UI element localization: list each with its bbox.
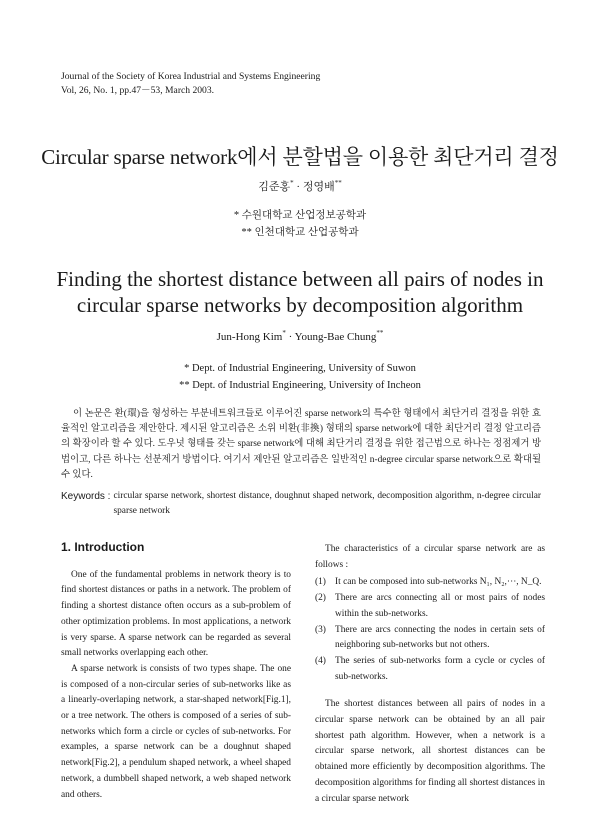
keywords-label: Keywords : — [61, 491, 111, 502]
keywords-text: circular sparse network, shortest distance, doughnut shaped network, decomposition algorithm, n-degree circular sparse network — [113, 491, 541, 516]
list-item-number: (4) — [315, 655, 326, 666]
journal-name: Journal of the Society of Korea Industrial and Systems Engineering — [61, 71, 321, 82]
korean-title: Circular sparse network에서 분할법을 이용한 최단거리 결정 — [41, 145, 559, 169]
left-column — [61, 540, 291, 803]
author-separator: · — [293, 181, 303, 193]
journal-header — [61, 70, 320, 98]
paragraph-1: One of the fundamental problems in network theory is to find shortest distances or paths in a network. The problem of finding a shortest distance often occurs as a sub-problem of other optimization problems. In most applications, a network is very sparse. A sparse network can be regarded as several small networks overlapping each other. — [61, 569, 291, 659]
paragraph-3: The characteristics of a circular sparse network are as follows : — [315, 544, 545, 570]
english-authors — [0, 331, 600, 343]
korean-author-1: 김준홍 — [258, 181, 291, 193]
english-author-1-mark: * — [282, 329, 286, 337]
abstract: 이 논문은 환(環)을 형성하는 부분네트워크들로 이루어진 sparse network의 특수한 형태에서 최단거리 결정을 위한 효율적인 알고리즘을 제안한다. 제시된 알고리즘은 소위 비환(非換) 형태의 sparse network에 대한 최단거리 결정 알고리즘의 확장이라 할 수 있다. 도우넛 형태를 갖는 sparse network에 대해 최단거리 결정을 위한 접근법으로 하나는 정점제거 방법이고, 다른 하나는 선분제거 방법이다. 여기서 제안된 알고리즘은 일반적인 n-degree circular sparse network으로 확대될 수 있다. — [61, 409, 541, 480]
english-affiliation-2: ** Dept. of Industrial Engineering, University of Incheon — [179, 380, 421, 391]
list-item — [315, 575, 545, 591]
author-separator: · — [285, 331, 295, 343]
section-heading: 1. Introduction — [61, 540, 145, 554]
english-title: Finding the shortest distance between all pairs of nodes in circular sparse networks by decomposition algorithm — [56, 267, 544, 317]
list-item — [315, 654, 545, 685]
korean-author-2-mark: ** — [334, 179, 342, 187]
right-column — [315, 542, 545, 807]
english-affiliations — [0, 360, 600, 394]
list-item-text: The series of sub-networks form a cycle or cycles of sub-networks. — [335, 655, 545, 682]
english-author-2-mark: ** — [376, 329, 384, 337]
english-author-2: Young-Bae Chung — [294, 331, 377, 343]
korean-author-1-mark: * — [290, 179, 294, 187]
list-item — [315, 623, 545, 654]
list-item-text: It can be composed into sub-networks N₁, N₂,⋯, N_Q. — [335, 577, 542, 588]
paragraph-4: The shortest distances between all pairs of nodes in a circular sparse network can be obtained by an all pair shortest path algorithm. However, when a network is a circular sparse network, all shortest distances can be obtained more efficiently by decomposition algorithms. The decomposition algorithms for finding all shortest distances in a circular sparse network — [315, 699, 545, 804]
korean-authors — [0, 178, 600, 194]
characteristics-list — [315, 575, 545, 685]
english-affiliation-1: * Dept. of Industrial Engineering, University of Suwon — [184, 363, 416, 374]
list-item-number: (2) — [315, 593, 326, 604]
korean-affiliation-2: ** 인천대학교 산업공학과 — [241, 227, 359, 238]
keywords — [61, 489, 541, 519]
list-item-text: There are arcs connecting all or most pairs of nodes within the sub-networks. — [335, 593, 545, 619]
list-item-text: There are arcs connecting the nodes in certain sets of neighboring sub-networks but not others. — [335, 624, 545, 651]
paragraph-2: A sparse network is consists of two types shape. The one is composed of a non-circular series of sub-networks like as a linearly-overlaping network, a star-shaped network[Fig.1], or a tree network. The others is composed of a series of sub-networks which form a circle or cycles of sub-networks. For examples, a sparse network can be a doughnut shaped network[Fig.2], a pendulum shaped network, a wheel shaped network, a dumbbell shaped network, a web shaped network and others. — [61, 663, 291, 800]
list-item — [315, 591, 545, 622]
journal-volume: Vol, 26, No. 1, pp.47－53, March 2003. — [61, 85, 215, 96]
list-item-number: (1) — [315, 577, 326, 588]
korean-author-2: 정영배 — [302, 181, 335, 193]
english-author-1: Jun-Hong Kim — [216, 331, 283, 343]
korean-affiliations — [0, 207, 600, 241]
list-item-number: (3) — [315, 624, 326, 635]
korean-affiliation-1: * 수원대학교 산업정보공학과 — [233, 210, 367, 221]
